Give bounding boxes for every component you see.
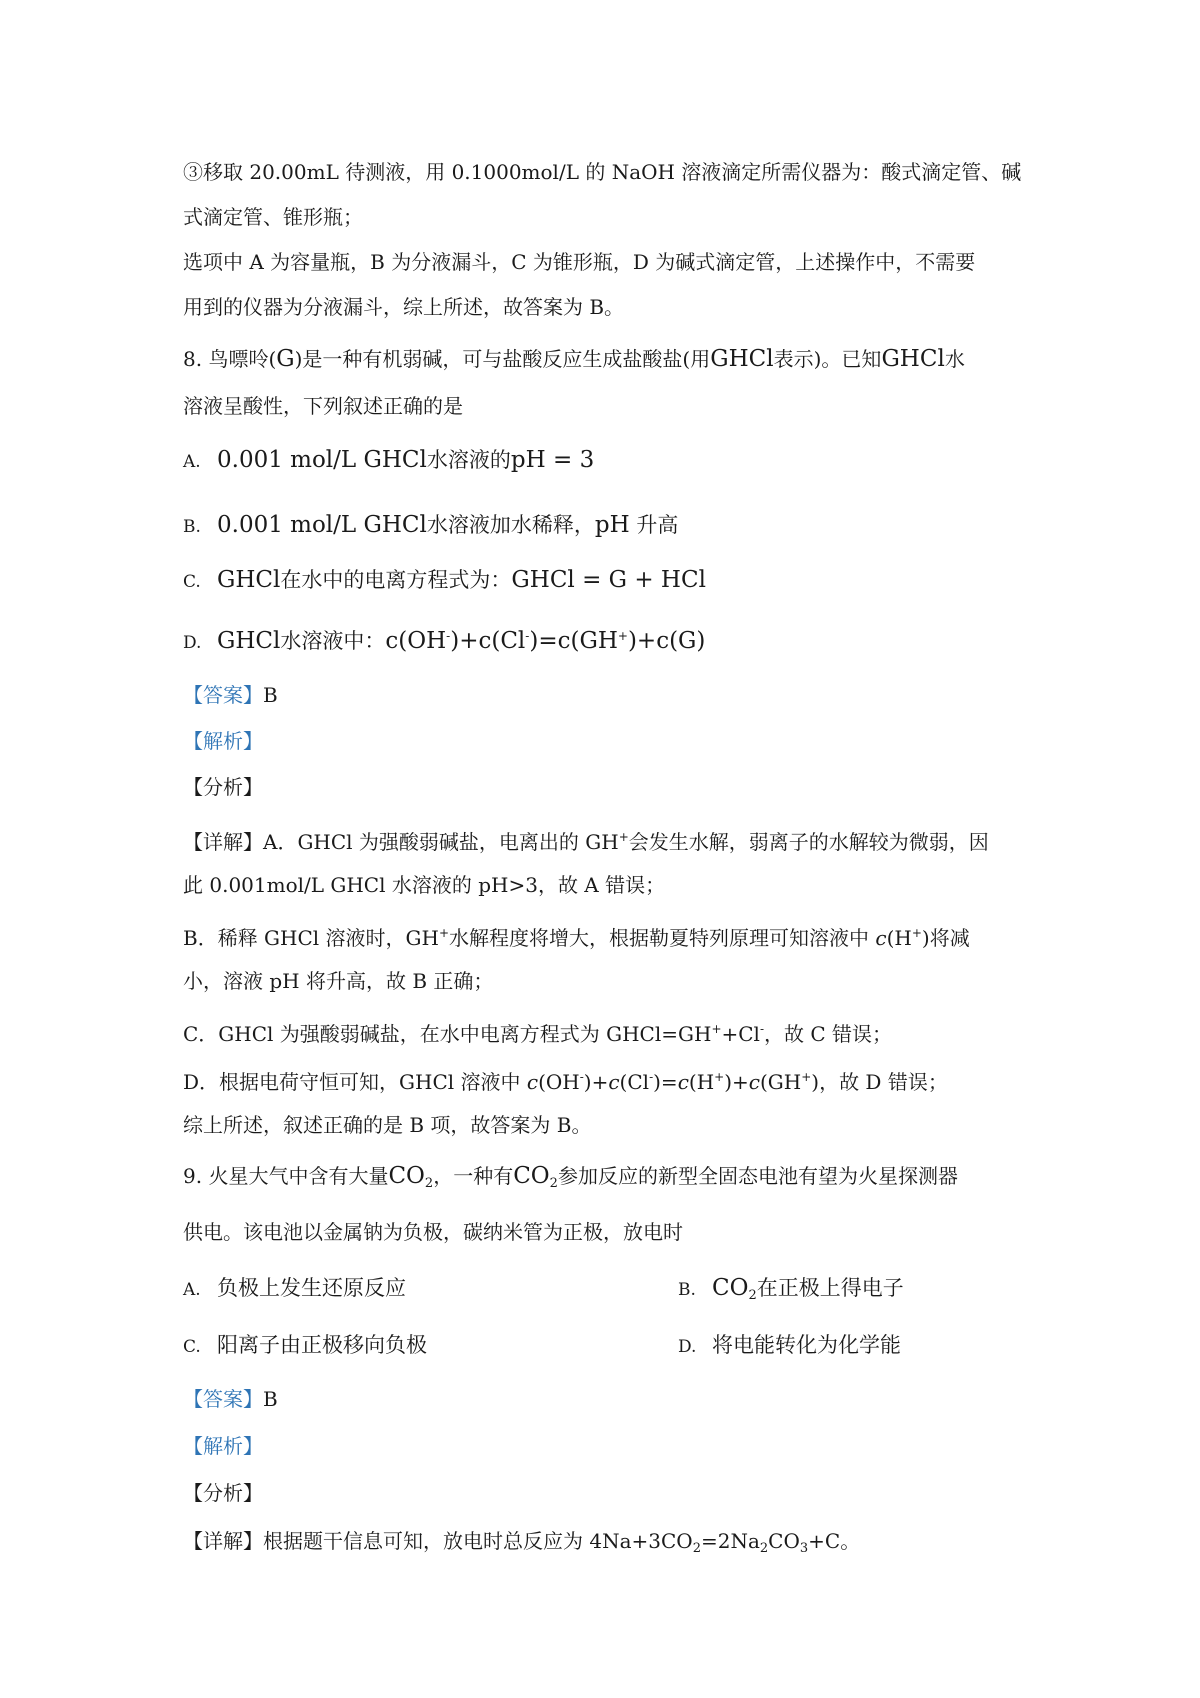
q9-fenxi-label: 【分析】 bbox=[183, 1481, 263, 1505]
q9-stem-line-2: 供电。该电池以金属钠为负极，碳纳米管为正极，放电时 bbox=[183, 1220, 683, 1244]
q8-detail-line-3: B．稀释 GHCl 溶液时，GH+水解程度将增大，根据勒夏特列原理可知溶液中 c(H+)将减 bbox=[183, 926, 970, 950]
q8-fenxi-label: 【分析】 bbox=[183, 775, 263, 799]
q9-option-b: B. $CO_2$在正极上得电子 bbox=[678, 1275, 904, 1303]
q9-option-d: D. 将电能转化为化学能 bbox=[678, 1333, 901, 1357]
q8-option-b: B. 0.001 mol/L GHCl水溶液加水稀释，pH 升高 bbox=[183, 512, 679, 538]
q8-answer: 【答案】B bbox=[183, 683, 278, 707]
q9-analysis-label: 【解析】 bbox=[183, 1434, 263, 1458]
q8-detail-line-6: D．根据电荷守恒可知，GHCl 溶液中 c(OH-)+c(Cl-)=c(H+)+c(GH+)，故 D 错误； bbox=[183, 1070, 948, 1094]
q8-analysis-label: 【解析】 bbox=[183, 729, 263, 753]
q8-detail-line-7: 综上所述，叙述正确的是 B 项，故答案为 B。 bbox=[183, 1113, 592, 1137]
q8-stem-line-2: 溶液呈酸性，下列叙述正确的是 bbox=[183, 394, 463, 418]
q8-option-a: A. 0.001 mol/L GHCl水溶液的pH = 3 bbox=[183, 447, 595, 473]
q8-stem-line-1: 8. 鸟嘌呤(G)是一种有机弱碱，可与盐酸反应生成盐酸盐(用GHCl表示)。已知GHCl水 bbox=[183, 346, 965, 372]
q9-option-c: C. 阳离子由正极移向负极 bbox=[183, 1333, 427, 1357]
q8-detail-line-5: C．GHCl 为强酸弱碱盐，在水中电离方程式为 GHCl=GH++Cl-，故 C 错误； bbox=[183, 1022, 893, 1046]
prev-solution-line-3: 选项中 A 为容量瓶，B 为分液漏斗，C 为锥形瓶，D 为碱式滴定管，上述操作中，不需要 bbox=[183, 250, 976, 274]
q8-detail-line-4: 小，溶液 pH 将升高，故 B 正确； bbox=[183, 969, 494, 993]
prev-solution-line-1: ③移取 20.00mL 待测液，用 0.1000mol/L 的 NaOH 溶液滴定所需仪器为：酸式滴定管、碱 bbox=[183, 160, 1022, 184]
prev-solution-line-2: 式滴定管、锥形瓶； bbox=[183, 205, 363, 229]
q9-detail-line-1: 【详解】根据题干信息可知，放电时总反应为 $4Na+3CO_2=2Na_2CO_3+C$。 bbox=[183, 1529, 861, 1556]
q9-stem-line-1: 9. 火星大气中含有大量$CO_2$，一种有$CO_2$参加反应的新型全固态电池有望为火星探测器 bbox=[183, 1163, 958, 1191]
prev-solution-line-4: 用到的仪器为分液漏斗，综上所述，故答案为 B。 bbox=[183, 295, 625, 319]
q8-option-d: D. GHCl水溶液中：c(OH-)+c(Cl-)=c(GH+)+c(G) bbox=[183, 628, 706, 654]
q9-answer: 【答案】B bbox=[183, 1387, 278, 1411]
q8-option-c: C. GHCl在水中的电离方程式为：GHCl = G + HCl bbox=[183, 567, 706, 593]
q8-detail-line-2: 此 0.001mol/L GHCl 水溶液的 pH>3，故 A 错误； bbox=[183, 873, 666, 897]
q9-option-a: A. 负极上发生还原反应 bbox=[183, 1276, 406, 1300]
q8-detail-line-1: 【详解】A．GHCl 为强酸弱碱盐，电离出的 GH+会发生水解，弱离子的水解较为微弱，因 bbox=[183, 830, 989, 854]
